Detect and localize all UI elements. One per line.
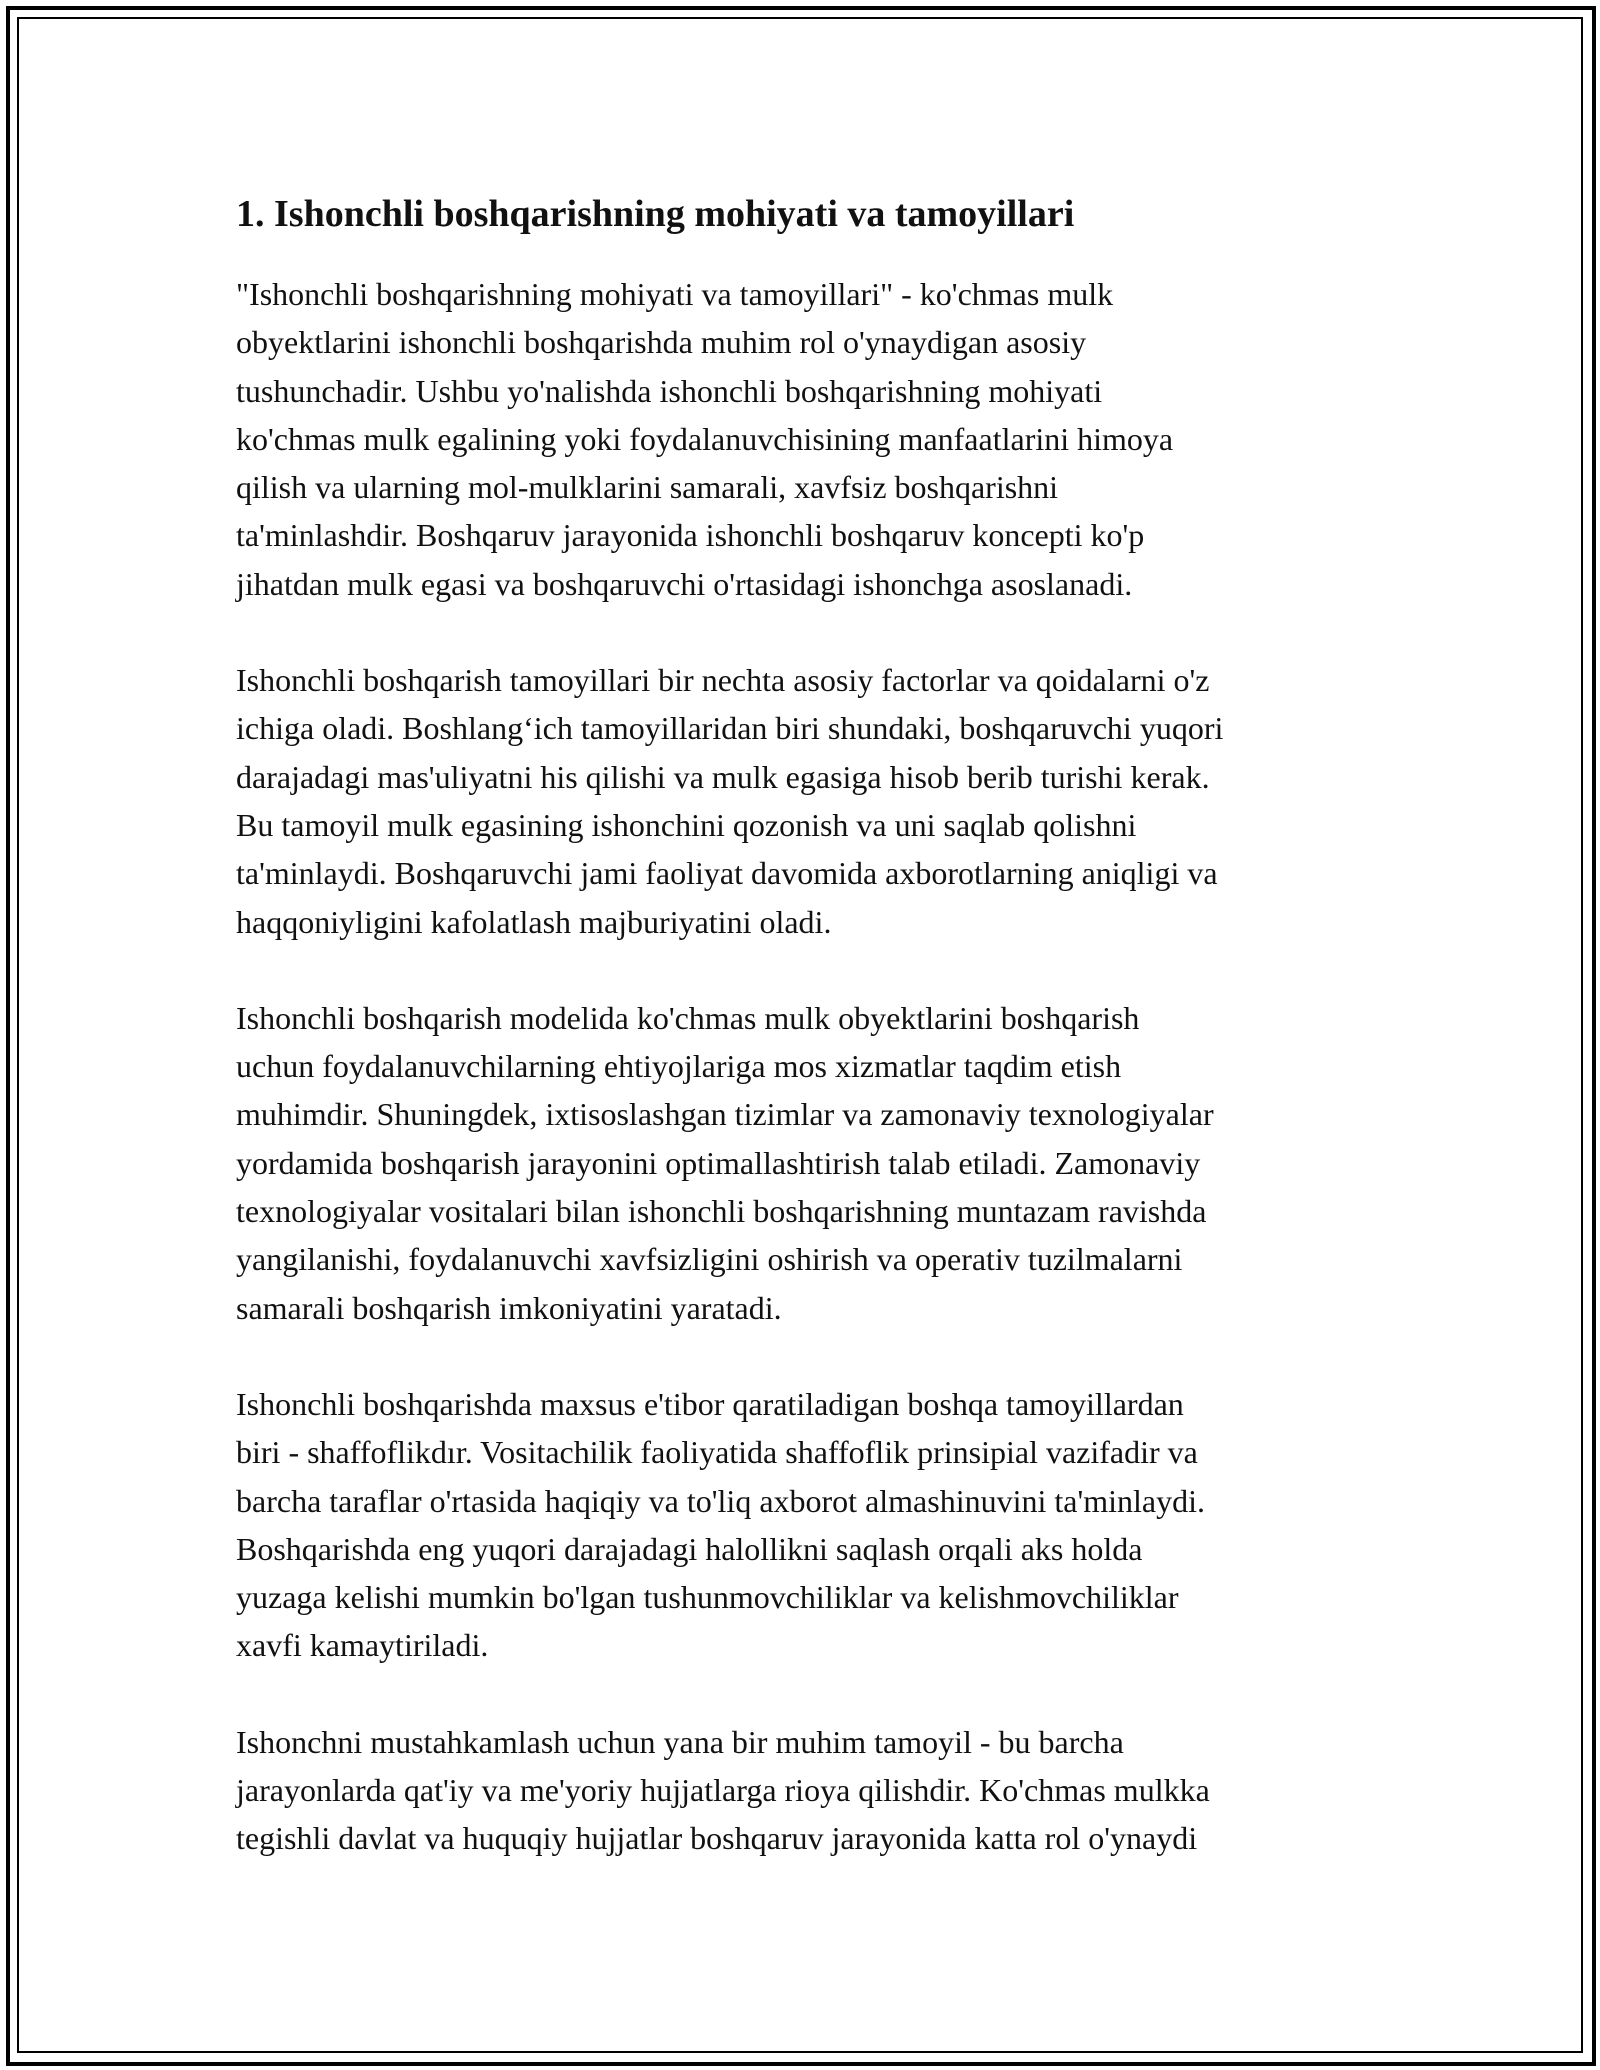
paragraph-line: yuzaga kelishi mumkin bo'lgan tushunmovchiliklar va kelishmovchiliklar [236, 1579, 1179, 1616]
paragraph-transparency [236, 1380, 1396, 1670]
paragraph-line: tushunchadir. Ushbu yo'nalishda ishonchli boshqarishning mohiyati [236, 372, 1103, 409]
paragraph-line: ichiga oladi. Boshlang‘ich tamoyillaridan biri shundaki, boshqaruvchi yuqori [236, 710, 1224, 747]
paragraph-line: qilish va ularning mol-mulklarini samarali, xavfsiz boshqarishni [236, 469, 1059, 506]
section-heading: 1. Ishonchli boshqarishning mohiyati va tamoyillari [236, 193, 1075, 235]
paragraph-line: xavfi kamaytiriladi. [236, 1627, 489, 1664]
paragraph-line: barcha taraflar o'rtasida haqiqiy va to'liq axborot almashinuvini ta'minlaydi. [236, 1482, 1205, 1519]
paragraph-line: Ishonchli boshqarishda maxsus e'tibor qaratiladigan boshqa tamoyillardan [236, 1385, 1184, 1422]
paragraph-line: ko'chmas mulk egalining yoki foydalanuvchisining manfaatlarini himoya [236, 420, 1174, 457]
paragraph-line: Bu tamoyil mulk egasining ishonchini qozonish va uni saqlab qolishni [236, 806, 1137, 843]
paragraph-essence [236, 270, 1396, 608]
paragraph-line: ta'minlaydi. Boshqaruvchi jami faoliyat davomida axborotlarning aniqligi va [236, 855, 1218, 892]
paragraph-line: Ishonchli boshqarish modelida ko'chmas mulk obyektlarini boshqarish [236, 999, 1140, 1036]
paragraph-line: darajadagi mas'uliyatni his qilishi va mulk egasiga hisob berib turishi kerak. [236, 758, 1210, 795]
paragraph-line: jihatdan mulk egasi va boshqaruvchi o'rtasidagi ishonchga asoslanadi. [236, 565, 1133, 602]
paragraph-line: haqqoniyligini kafolatlash majburiyatini oladi. [236, 903, 832, 940]
paragraph-line: yordamida boshqarish jarayonini optimallashtirish talab etiladi. Zamonaviy [236, 1144, 1201, 1181]
paragraph-line: yangilanishi, foydalanuvchi xavfsizligini oshirish va operativ tuzilmalarni [236, 1241, 1183, 1278]
paragraph-line: Boshqarishda eng yuqori darajadagi halollikni saqlash orqali aks holda [236, 1530, 1143, 1567]
paragraph-line: ta'minlashdir. Boshqaruv jarayonida ishonchli boshqaruv koncepti ko'p [236, 517, 1145, 554]
document-body [236, 186, 1396, 1911]
paragraph-line: muhimdir. Shuningdek, ixtisoslashgan tizimlar va zamonaviy texnologiyalar [236, 1096, 1214, 1133]
paragraph-line: obyektlarini ishonchli boshqarishda muhim rol o'ynaydigan asosiy [236, 324, 1087, 361]
paragraph-line: tegishli davlat va huquqiy hujjatlar boshqaruv jarayonida katta rol o'ynaydi [236, 1820, 1198, 1857]
paragraph-model [236, 994, 1396, 1332]
paragraph-line: uchun foydalanuvchilarning ehtiyojlariga mos xizmatlar taqdim etish [236, 1048, 1122, 1085]
paragraph-compliance [236, 1718, 1396, 1863]
paragraph-line: biri - shaffoflikdır. Vositachilik faoliyatida shaffoflik prinsipial vazifadir va [236, 1434, 1198, 1471]
paragraph-line: "Ishonchli boshqarishning mohiyati va tamoyillari" - ko'chmas mulk [236, 276, 1114, 312]
paragraph-line: texnologiyalar vositalari bilan ishonchli boshqarishning muntazam ravishda [236, 1193, 1207, 1230]
paragraph-line: Ishonchni mustahkamlash uchun yana bir muhim tamoyil - bu barcha [236, 1723, 1124, 1760]
paragraph-line: jarayonlarda qat'iy va me'yoriy hujjatlarga rioya qilishdir. Ko'chmas mulkka [236, 1772, 1210, 1809]
paragraph-principles [236, 656, 1396, 946]
paragraph-line: samarali boshqarish imkoniyatini yaratadi. [236, 1289, 782, 1326]
paragraph-line: Ishonchli boshqarish tamoyillari bir nechta asosiy factorlar va qoidalarni o'z [236, 662, 1210, 699]
